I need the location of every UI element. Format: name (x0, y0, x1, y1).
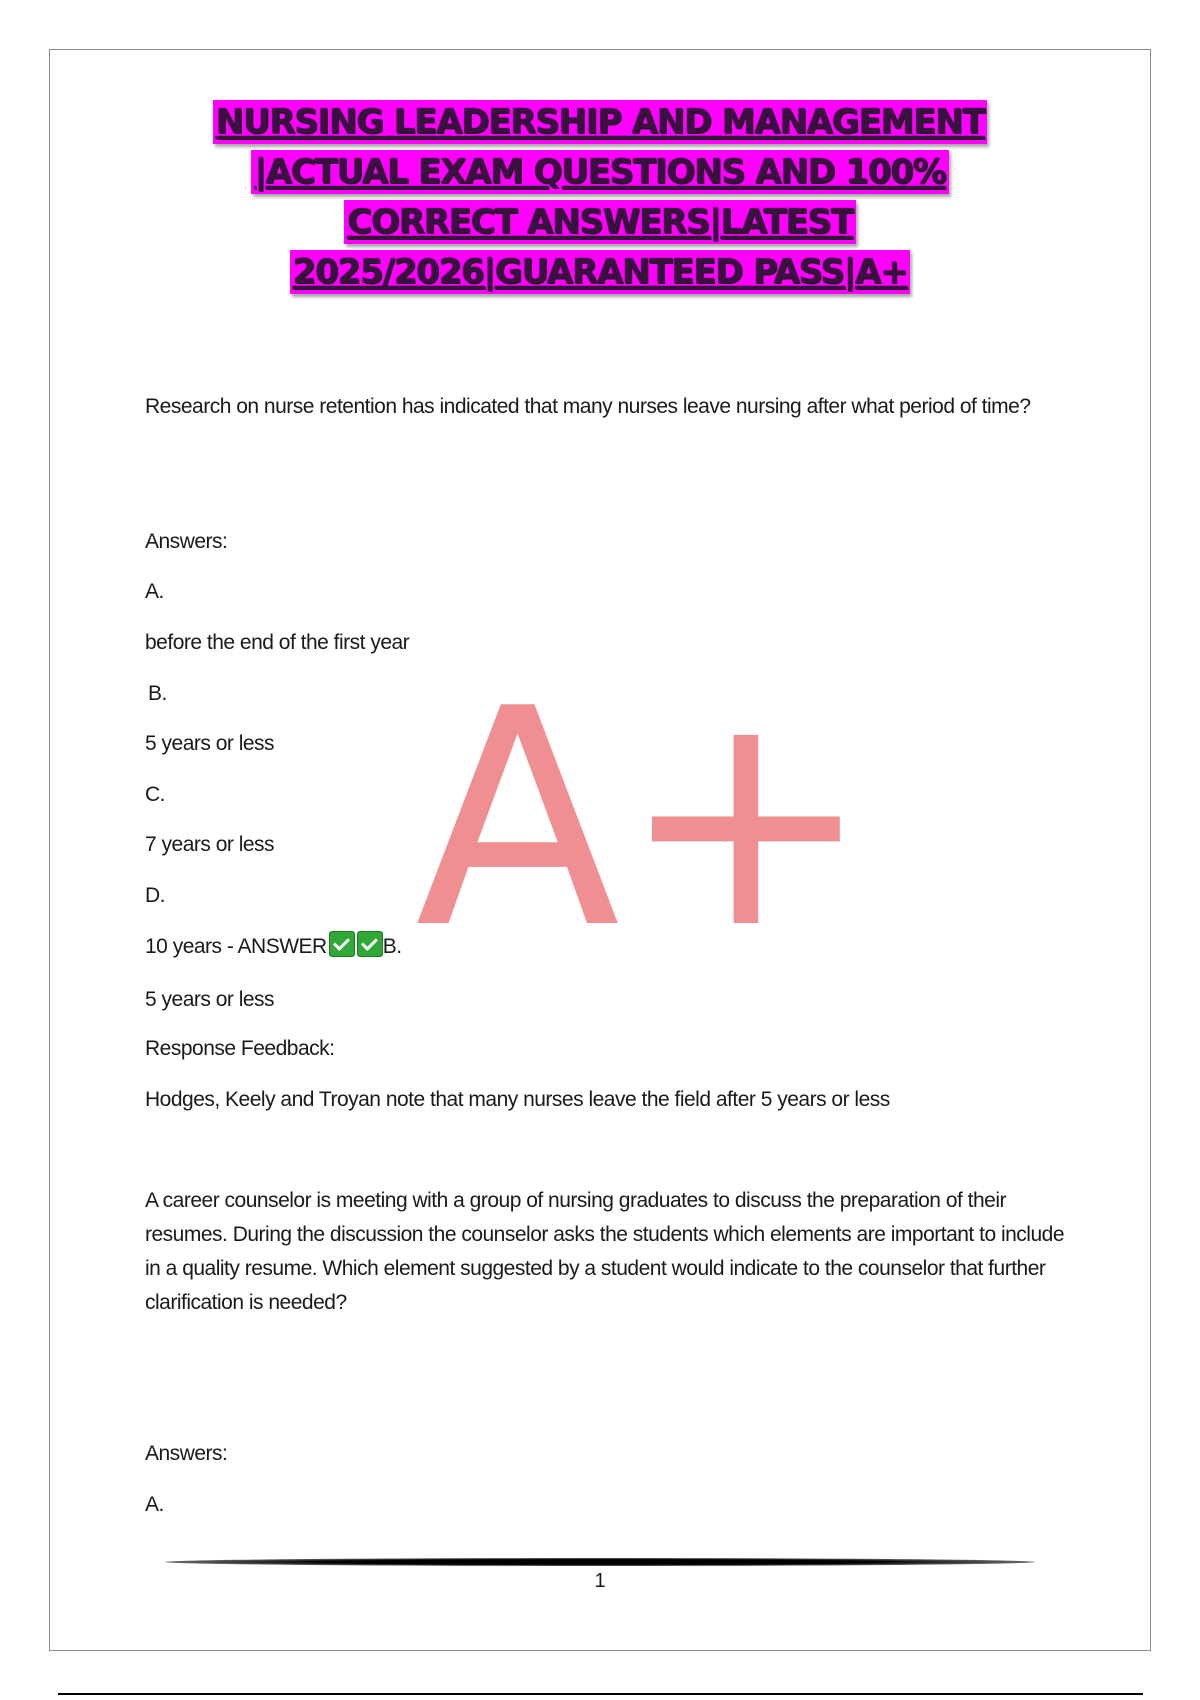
check-icon (329, 931, 355, 957)
question-1-option-a-text: before the end of the first year (145, 631, 410, 654)
question-1-answer-text: 5 years or less (145, 988, 275, 1011)
question-1-option-d-text: 10 years - ANSWER (145, 935, 327, 958)
title-line-3: CORRECT ANSWERS|LATEST (344, 200, 856, 244)
question-1-option-a-label: A. (145, 580, 164, 603)
question-1-option-c-text: 7 years or less (145, 833, 275, 856)
question-1-option-c-label: C. (145, 783, 165, 806)
question-1-feedback-label: Response Feedback: (145, 1037, 335, 1060)
title-line-1: NURSING LEADERSHIP AND MANAGEMENT (213, 100, 988, 144)
footer-divider (165, 1558, 1035, 1566)
question-1-option-b-label: B. (148, 682, 167, 705)
question-2-answers-label: Answers: (145, 1442, 228, 1465)
question-1-option-d-label: D. (145, 884, 165, 907)
title-line-4: 2025/2026|GUARANTEED PASS|A+ (290, 250, 911, 294)
page-number: 1 (594, 1570, 606, 1592)
document-title (150, 98, 1050, 298)
question-1-option-b-text: 5 years or less (145, 732, 275, 755)
check-icon (357, 931, 383, 957)
question-2-option-a-label: A. (145, 1493, 164, 1516)
question-1-text: Research on nurse retention has indicated that many nurses leave nursing after what period of time? (145, 395, 1031, 418)
bottom-rule (58, 1693, 1143, 1695)
question-2-text: A career counselor is meeting with a group of nursing graduates to discuss the preparation of their resumes. During the discussion the counselor asks the students which elements are important to include in a quality resume. Which element suggested by a student would indicate to the counselor that further clarification is needed? (145, 1189, 1064, 1314)
question-1-feedback-text: Hodges, Keely and Troyan note that many nurses leave the field after 5 years or less (145, 1088, 890, 1111)
title-line-2: |ACTUAL EXAM QUESTIONS AND 100% (251, 150, 948, 194)
question-1-answers-label: Answers: (145, 530, 228, 553)
question-1-answer-letter: B. (382, 935, 402, 958)
question-1-answer-line (145, 930, 402, 964)
watermark-a-plus: A+ (415, 645, 872, 994)
